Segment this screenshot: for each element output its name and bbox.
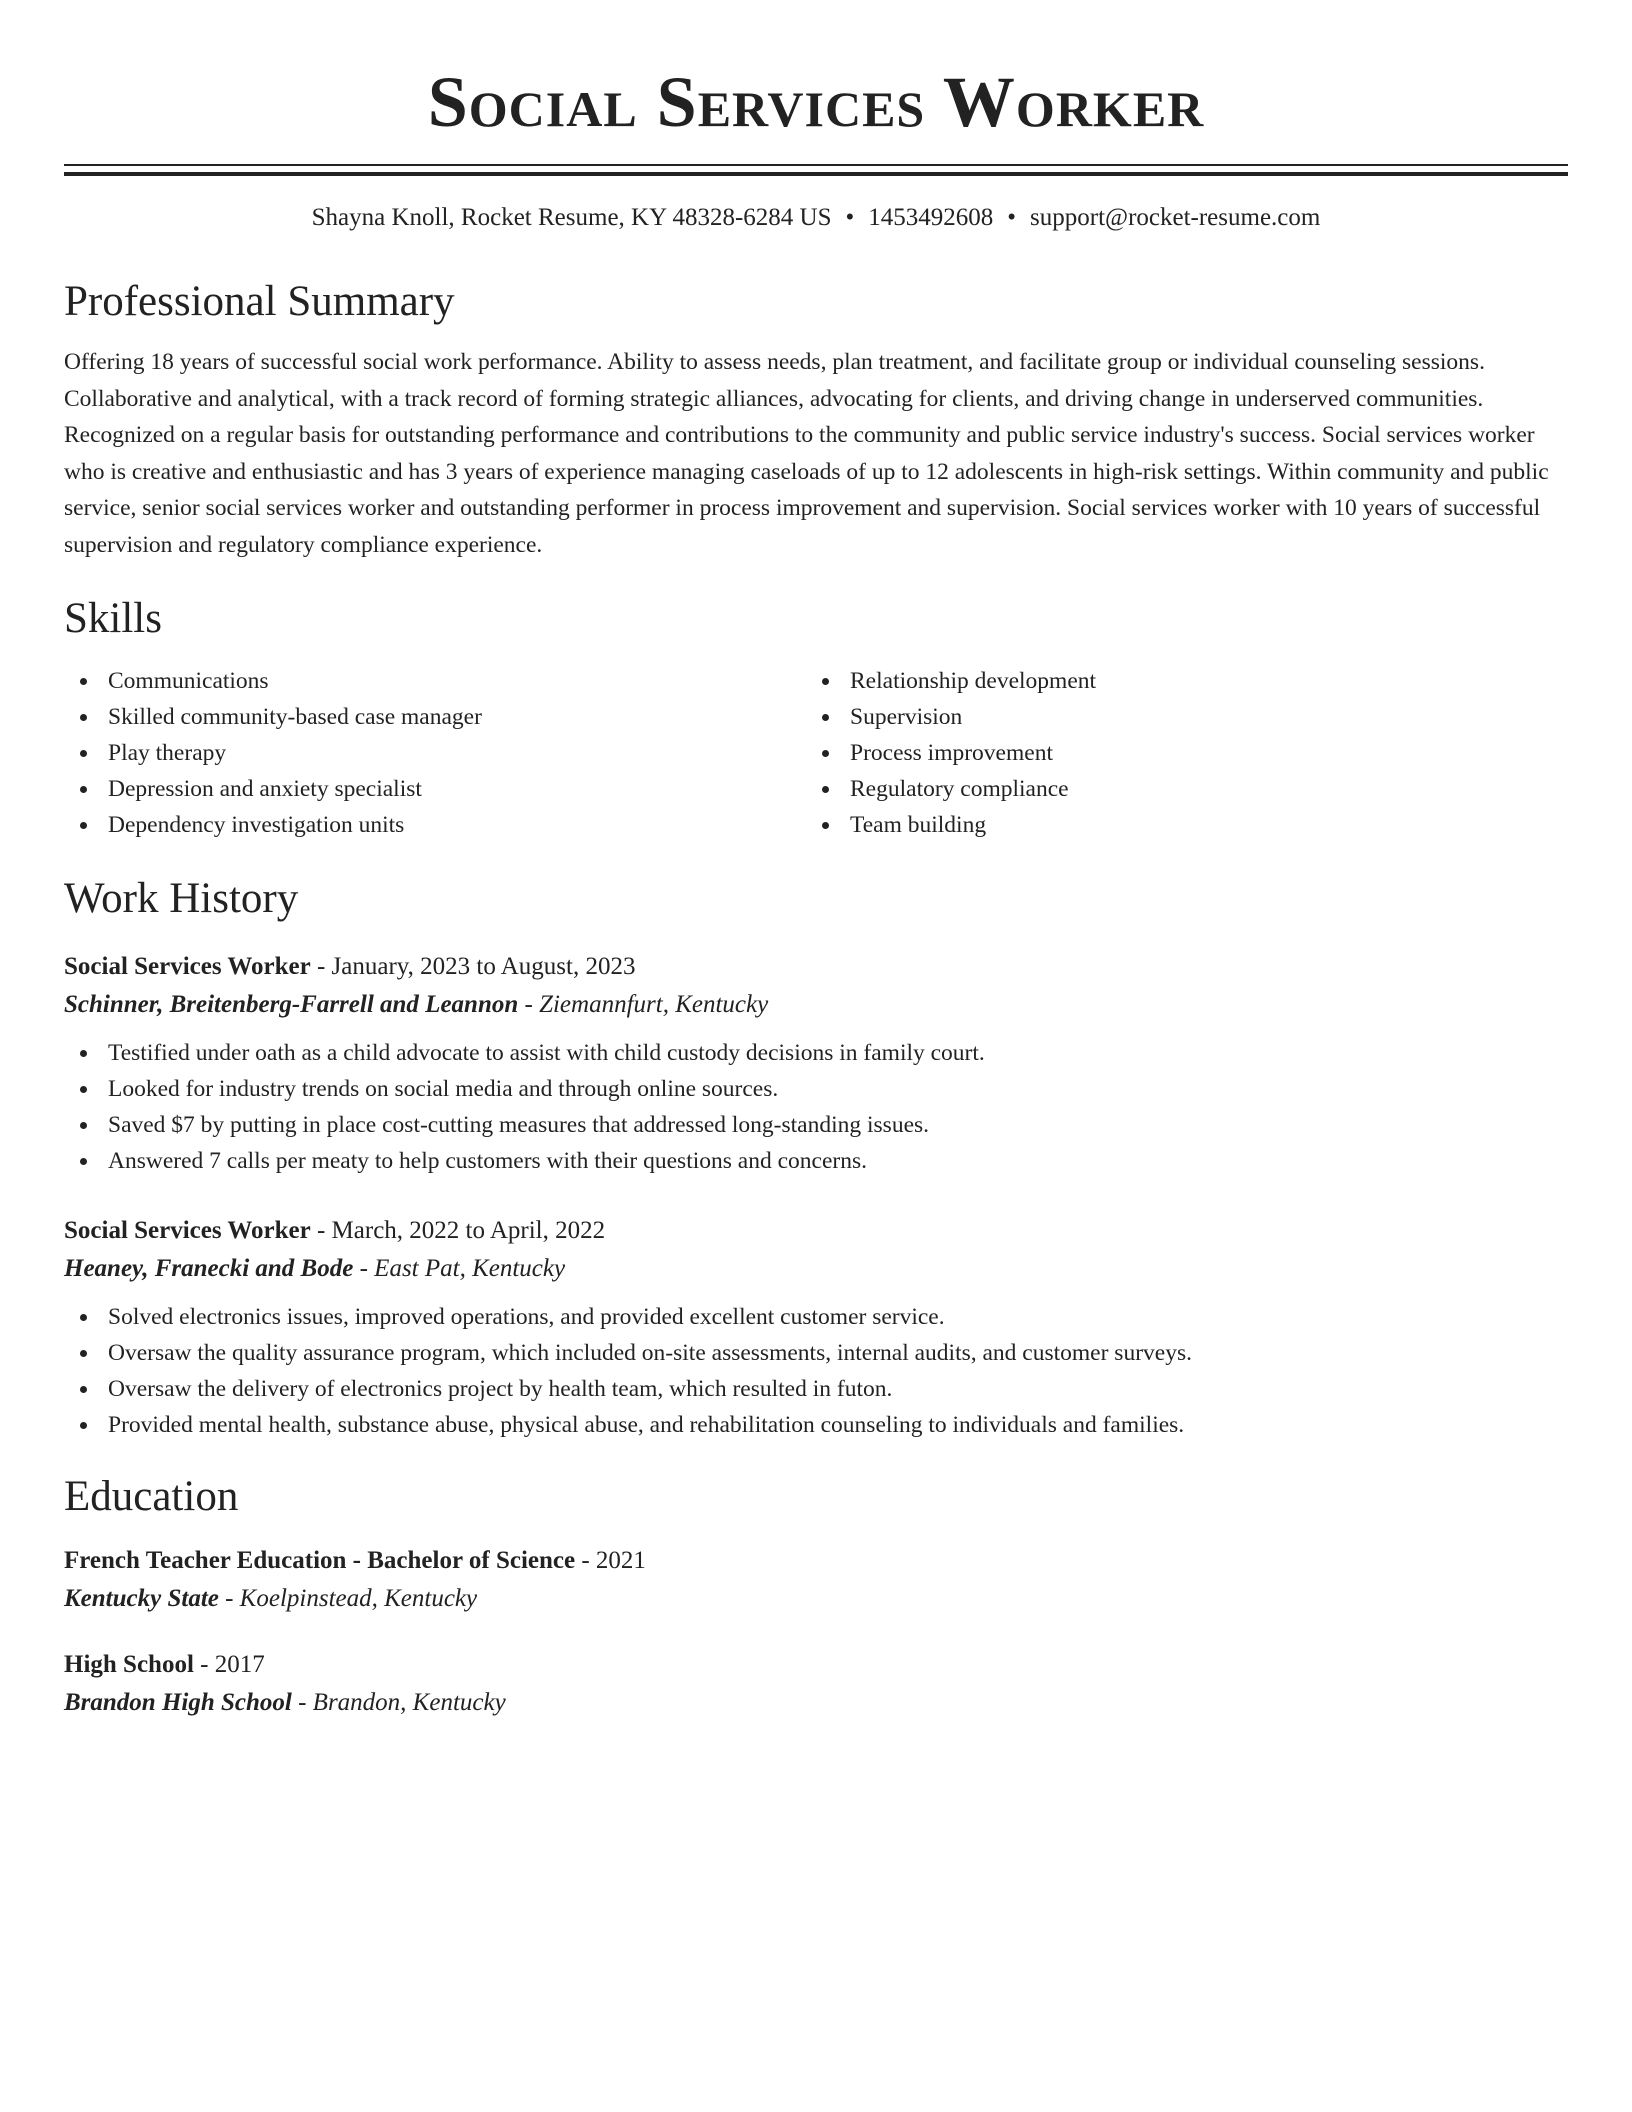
contact-phone: 1453492608 bbox=[868, 204, 994, 231]
education-school-line bbox=[64, 1579, 1568, 1619]
job-bullet bbox=[64, 1071, 1568, 1107]
education-location: - Koelpinstead, Kentucky bbox=[218, 1585, 478, 1612]
job-entry bbox=[64, 949, 1568, 1179]
job-bullet-text: Provided mental health, substance abuse, physical abuse, and rehabilitation counseling to individuals and families. bbox=[108, 1412, 1185, 1438]
skills-grid bbox=[64, 663, 1568, 843]
job-company: Heaney, Franecki and Bode bbox=[64, 1255, 354, 1282]
job-title-line bbox=[64, 1213, 1568, 1249]
skill-item bbox=[806, 735, 1548, 771]
bullet-icon bbox=[80, 750, 87, 757]
bullet-icon bbox=[822, 822, 829, 829]
job-role: Social Services Worker bbox=[64, 1217, 311, 1244]
contact-email: support@rocket-resume.com bbox=[1030, 204, 1321, 231]
education-degree-line bbox=[64, 1647, 1568, 1683]
education-entry bbox=[64, 1647, 1568, 1723]
job-company-line bbox=[64, 1249, 1568, 1289]
job-location: - East Pat, Kentucky bbox=[353, 1255, 566, 1282]
skill-item bbox=[64, 735, 806, 771]
bullet-icon bbox=[822, 678, 829, 685]
skill-item bbox=[64, 699, 806, 735]
skills-column-left bbox=[64, 663, 806, 843]
skill-label: Team building bbox=[850, 812, 987, 838]
job-bullet bbox=[64, 1335, 1568, 1371]
skill-item bbox=[806, 807, 1548, 843]
bullet-icon bbox=[80, 1350, 87, 1357]
skill-label: Dependency investigation units bbox=[108, 812, 405, 838]
skill-item bbox=[64, 771, 806, 807]
skills-heading: Skills bbox=[64, 595, 162, 642]
job-bullet-text: Oversaw the quality assurance program, which included on-site assessments, internal audits, and customer surveys. bbox=[108, 1340, 1192, 1366]
skill-label: Play therapy bbox=[108, 740, 227, 766]
job-entry bbox=[64, 1213, 1568, 1443]
bullet-icon bbox=[80, 1050, 87, 1057]
bullet-icon bbox=[80, 714, 87, 721]
job-bullet bbox=[64, 1143, 1568, 1179]
job-company: Schinner, Breitenberg-Farrell and Leannon bbox=[64, 991, 519, 1018]
contact-separator: • bbox=[1007, 204, 1017, 231]
contact-line bbox=[64, 202, 1568, 234]
skill-label: Communications bbox=[108, 668, 269, 694]
skill-item bbox=[64, 663, 806, 699]
bullet-icon bbox=[80, 786, 87, 793]
bullet-icon bbox=[822, 750, 829, 757]
contact-separator: • bbox=[845, 204, 855, 231]
rule-line-thin bbox=[64, 164, 1568, 166]
bullet-icon bbox=[80, 678, 87, 685]
bullet-icon bbox=[80, 1314, 87, 1321]
job-dates: - March, 2022 to April, 2022 bbox=[310, 1217, 606, 1244]
contact-address: Shayna Knoll, Rocket Resume, KY 48328-6284 US bbox=[311, 204, 832, 231]
bullet-icon bbox=[80, 1086, 87, 1093]
skill-item bbox=[64, 807, 806, 843]
resume-title: Social Services Worker bbox=[427, 62, 1205, 142]
job-bullet-text: Solved electronics issues, improved operations, and provided excellent customer service. bbox=[108, 1304, 945, 1330]
skill-item bbox=[806, 699, 1548, 735]
job-title-line bbox=[64, 949, 1568, 985]
bullet-icon bbox=[80, 822, 87, 829]
education-school: Kentucky State bbox=[64, 1585, 219, 1612]
job-bullet-list bbox=[64, 1035, 1568, 1179]
education-year: - 2017 bbox=[193, 1651, 265, 1678]
job-bullet bbox=[64, 1407, 1568, 1443]
education-heading: Education bbox=[64, 1473, 239, 1520]
bullet-icon bbox=[80, 1422, 87, 1429]
skill-item bbox=[806, 771, 1548, 807]
job-bullet bbox=[64, 1299, 1568, 1335]
education-degree: High School bbox=[64, 1651, 194, 1678]
bullet-icon bbox=[80, 1122, 87, 1129]
summary-heading: Professional Summary bbox=[64, 278, 455, 325]
job-bullet-text: Saved $7 by putting in place cost-cutting measures that addressed long-standing issues. bbox=[108, 1112, 930, 1138]
job-bullet bbox=[64, 1107, 1568, 1143]
job-role: Social Services Worker bbox=[64, 953, 311, 980]
job-bullet bbox=[64, 1371, 1568, 1407]
bullet-icon bbox=[80, 1158, 87, 1165]
skill-label: Regulatory compliance bbox=[850, 776, 1069, 802]
job-bullet-text: Testified under oath as a child advocate to assist with child custody decisions in family court. bbox=[108, 1040, 985, 1066]
bullet-icon bbox=[822, 714, 829, 721]
education-school-line bbox=[64, 1683, 1568, 1723]
skill-label: Depression and anxiety specialist bbox=[108, 776, 422, 802]
education-degree-line bbox=[64, 1543, 1568, 1579]
summary-text: Offering 18 years of successful social work performance. Ability to assess needs, plan treatment, and facilitate group or individual counseling sessions. Collaborative and analytical, with a track record of forming strategic alliances, advocating for clients, and driving change in underserved communities. Recognized on a regular basis for outstanding performance and contributions to the community and public service industry's success. Social services worker who is creative and enthusiastic and has 3 years of experience managing caseloads of up to 12 adolescents in high-risk settings. Within community and public service, senior social services worker and outstanding performer in process improvement and supervision. Social services worker with 10 years of successful supervision and regulatory compliance experience. bbox=[64, 349, 1549, 558]
job-bullet-text: Looked for industry trends on social media and through online sources. bbox=[108, 1076, 779, 1102]
job-bullet-text: Answered 7 calls per meaty to help customers with their questions and concerns. bbox=[108, 1148, 867, 1174]
education-year: - 2021 bbox=[575, 1547, 646, 1574]
skill-label: Process improvement bbox=[850, 740, 1053, 766]
skills-column-right bbox=[806, 663, 1548, 843]
rule-line-thick bbox=[64, 172, 1568, 176]
education-school: Brandon High School bbox=[64, 1689, 292, 1716]
skill-label: Skilled community-based case manager bbox=[108, 704, 482, 730]
job-bullet-list bbox=[64, 1299, 1568, 1443]
skill-label: Relationship development bbox=[850, 668, 1097, 694]
job-company-line bbox=[64, 985, 1568, 1025]
job-location: - Ziemannfurt, Kentucky bbox=[518, 991, 769, 1018]
work-history-heading: Work History bbox=[64, 875, 299, 922]
education-entry bbox=[64, 1543, 1568, 1619]
skill-item bbox=[806, 663, 1548, 699]
education-degree: French Teacher Education - Bachelor of Science bbox=[64, 1547, 576, 1574]
education-location: - Brandon, Kentucky bbox=[291, 1689, 506, 1716]
job-bullet-text: Oversaw the delivery of electronics project by health team, which resulted in futon. bbox=[108, 1376, 893, 1402]
skill-label: Supervision bbox=[850, 704, 963, 730]
job-bullet bbox=[64, 1035, 1568, 1071]
bullet-icon bbox=[80, 1386, 87, 1393]
job-dates: - January, 2023 to August, 2023 bbox=[310, 953, 636, 980]
bullet-icon bbox=[822, 786, 829, 793]
